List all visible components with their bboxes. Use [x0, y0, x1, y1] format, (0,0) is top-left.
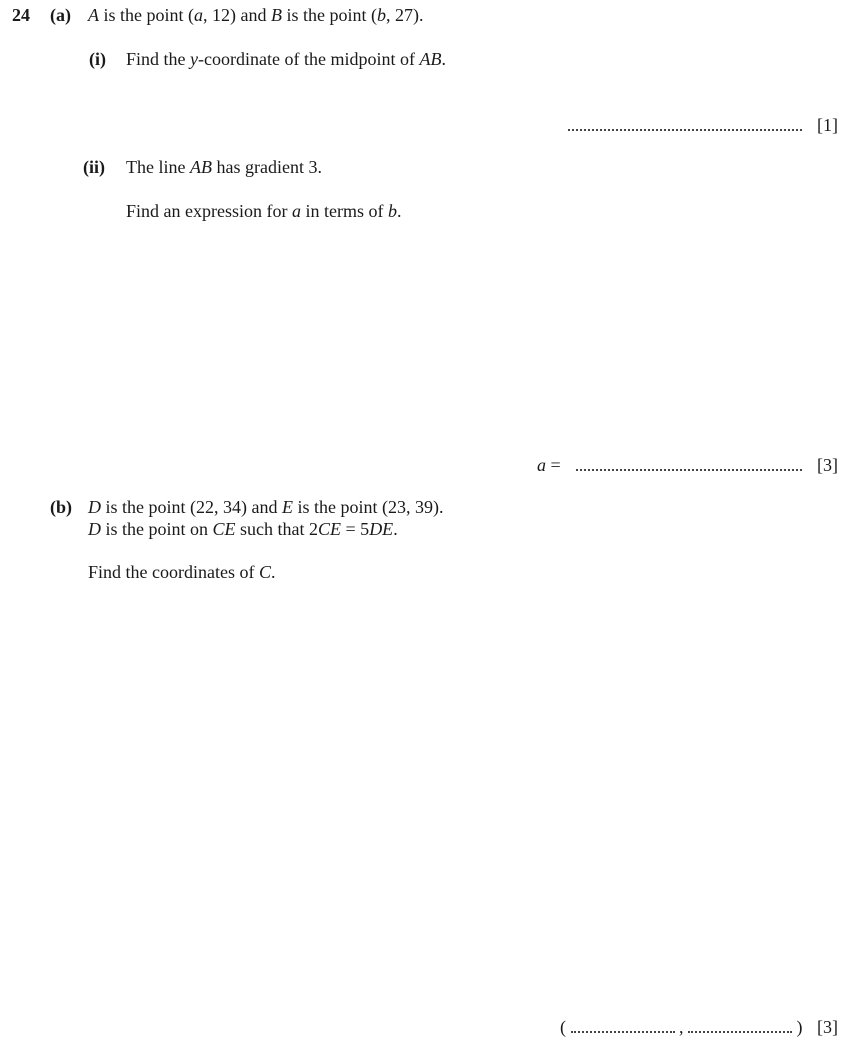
- answer-y-field[interactable]: [688, 1017, 792, 1033]
- sub-ii-label: (ii): [83, 157, 105, 177]
- part-a-stem: A is the point (a, 12) and B is the point (b, 27).: [88, 5, 424, 25]
- point-b-symbol: B: [270, 5, 282, 25]
- sub-ii-line1: The line AB has gradient 3.: [126, 157, 322, 177]
- comma: ,: [679, 1017, 684, 1037]
- part-b-line2: D is the point on CE such that 2CE = 5DE.: [88, 519, 398, 539]
- marks-ii: [3]: [817, 455, 838, 475]
- open-paren: (: [560, 1017, 566, 1037]
- marks-i: [1]: [817, 115, 838, 135]
- sub-i-label: (i): [89, 49, 106, 69]
- question-number: 24: [12, 5, 30, 25]
- part-b-line1: D is the point (22, 34) and E is the point (23, 39).: [88, 497, 444, 517]
- part-b-line3: Find the coordinates of C.: [88, 562, 276, 582]
- answer-line-i[interactable]: [568, 114, 802, 136]
- sub-i-text: Find the y-coordinate of the midpoint of AB.: [126, 49, 446, 69]
- answer-coordinates-b: [560, 1016, 803, 1038]
- answer-dots-i[interactable]: [568, 115, 802, 131]
- sub-ii-line2: Find an expression for a in terms of b.: [126, 201, 402, 221]
- part-b-label: (b): [50, 497, 72, 517]
- close-paren: ): [796, 1017, 803, 1037]
- marks-b: [3]: [817, 1017, 838, 1037]
- answer-x-field[interactable]: [571, 1017, 675, 1033]
- point-a-symbol: A: [88, 5, 99, 25]
- answer-line-ii[interactable]: [576, 454, 802, 476]
- answer-dots-ii[interactable]: [576, 455, 802, 471]
- part-a-label: (a): [50, 5, 71, 25]
- answer-label-ii: a =: [537, 455, 561, 475]
